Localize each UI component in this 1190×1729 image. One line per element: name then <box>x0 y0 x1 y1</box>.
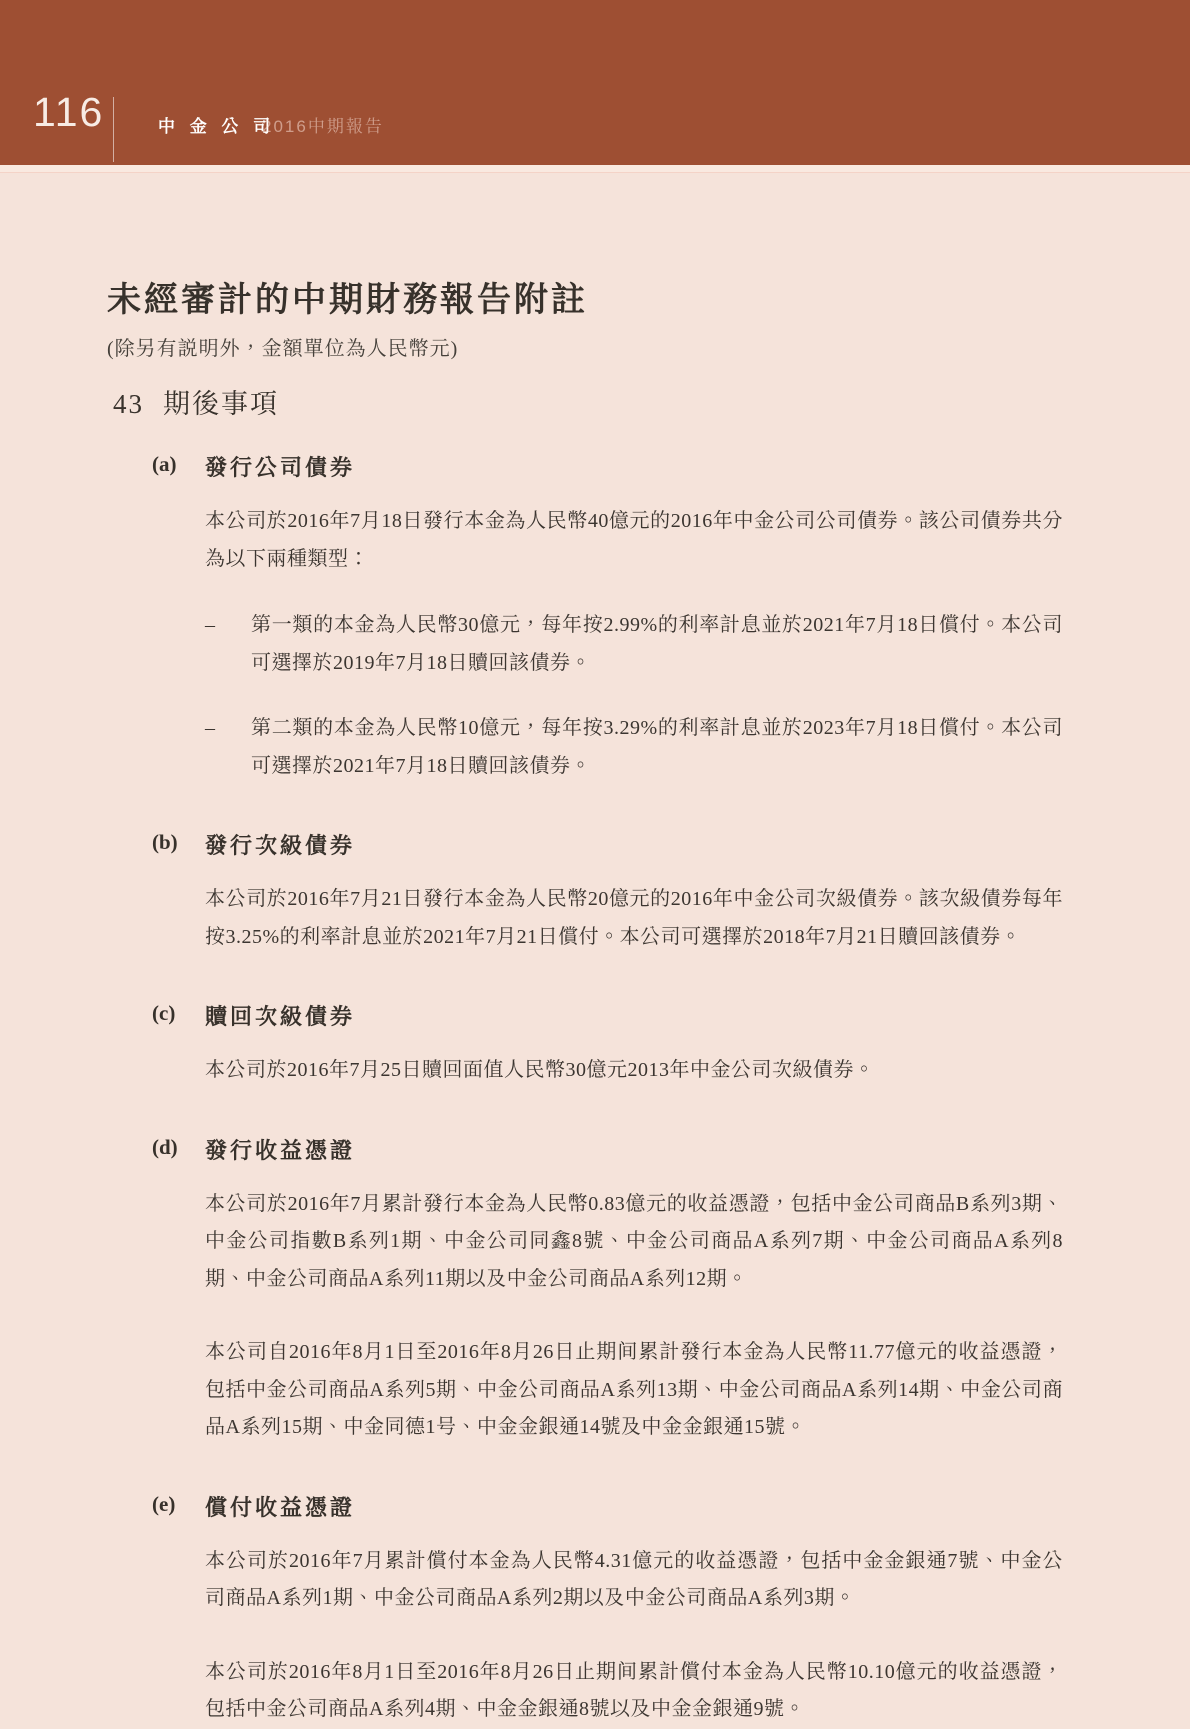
paragraph: 本公司於2016年8月1日至2016年8月26日止期间累計償付本金為人民幣10.10億元的收益憑證，包括中金公司商品A系列4期、中金金銀通8號以及中金金銀通9號。 <box>205 1660 1063 1720</box>
bullet-dash: – <box>205 614 215 636</box>
paragraph: 本公司於2016年7月21日發行本金為人民幣20億元的2016年中金公司次級債券。該次級債券每年按3.25%的利率計息並於2021年7月21日償付。本公司可選擇於2018年7月21日贖回該債券。 <box>205 888 1063 948</box>
bullet-item <box>205 607 1063 682</box>
subsection-heading: 贖回次級債券 <box>205 1004 356 1029</box>
bullet-item <box>205 710 1063 785</box>
subsection-label: (b) <box>152 830 178 854</box>
header-divider <box>113 97 114 162</box>
subsection-heading: 償付收益憑證 <box>205 1494 356 1520</box>
header-strip <box>0 165 1190 173</box>
note-number: 43 <box>113 389 144 419</box>
paragraph: 本公司於2016年7月18日發行本金為人民幣40億元的2016年中金公司公司債券。該公司債券共分為以下兩種類型： <box>205 510 1063 570</box>
page-number: 116 <box>33 89 105 135</box>
subsection-label: (a) <box>152 452 177 476</box>
company-name: 中 金 公 司 <box>158 117 276 136</box>
subsection-label: (e) <box>152 1491 176 1516</box>
subsection-heading: 發行公司債券 <box>205 455 356 480</box>
subsection-label: (c) <box>152 1001 176 1025</box>
subsection-b <box>107 829 1063 956</box>
subsection-label: (d) <box>152 1134 178 1159</box>
subsection-a <box>107 451 1063 785</box>
paragraph: 本公司於2016年7月累計償付本金為人民幣4.31億元的收益憑證，包括中金金銀通7號、中金公司商品A系列1期、中金公司商品A系列2期以及中金公司商品A系列3期。 <box>205 1549 1063 1609</box>
page-header <box>0 0 1190 165</box>
subsection-c <box>107 1000 1063 1090</box>
note-heading <box>113 382 1063 421</box>
document-page <box>0 281 1190 1729</box>
document-title: 未經審計的中期財務報告附註 <box>107 282 588 319</box>
subsection-body <box>205 829 1063 956</box>
paragraph: 本公司於2016年7月25日贖回面值人民幣30億元2013年中金公司次級債券。 <box>205 1059 875 1081</box>
subsection-body <box>205 1491 1063 1729</box>
note-title: 期後事項 <box>163 389 279 419</box>
bullet-text: 第一類的本金為人民幣30億元，每年按2.99%的利率計息並於2021年7月18日償付。本公司可選擇於2019年7月18日贖回該債券。 <box>251 614 1063 674</box>
subsection-e <box>107 1491 1063 1729</box>
paragraph: 本公司於2016年7月累計發行本金為人民幣0.83億元的收益憑證，包括中金公司商品B系列3期、中金公司指數B系列1期、中金公司同鑫8號、中金公司商品A系列7期、中金公司商品A系列8期、中金公司商品A系列11期以及中金公司商品A系列12期。 <box>205 1192 1063 1290</box>
bullet-dash: – <box>205 717 215 739</box>
subsection-heading: 發行次級債券 <box>205 833 356 858</box>
subsection-body <box>205 1134 1063 1447</box>
subsection-body <box>205 1000 1063 1090</box>
bullet-text: 第二類的本金為人民幣10億元，每年按3.29%的利率計息並於2023年7月18日償付。本公司可選擇於2021年7月18日贖回該債券。 <box>251 717 1063 777</box>
subsection-body <box>205 451 1063 785</box>
paragraph: 本公司自2016年8月1日至2016年8月26日止期间累計發行本金為人民幣11.77億元的收益憑證，包括中金公司商品A系列5期、中金公司商品A系列13期、中金公司商品A系列14期、中金公司商品A系列15期、中金同德1号、中金金銀通14號及中金金銀通15號。 <box>205 1341 1063 1438</box>
document-subtitle: (除另有説明外，金額單位為人民幣元) <box>107 338 459 360</box>
subsection-heading: 發行收益憑證 <box>205 1137 356 1163</box>
subsection-d <box>107 1134 1063 1447</box>
report-title: 2016中期報告 <box>262 117 384 136</box>
